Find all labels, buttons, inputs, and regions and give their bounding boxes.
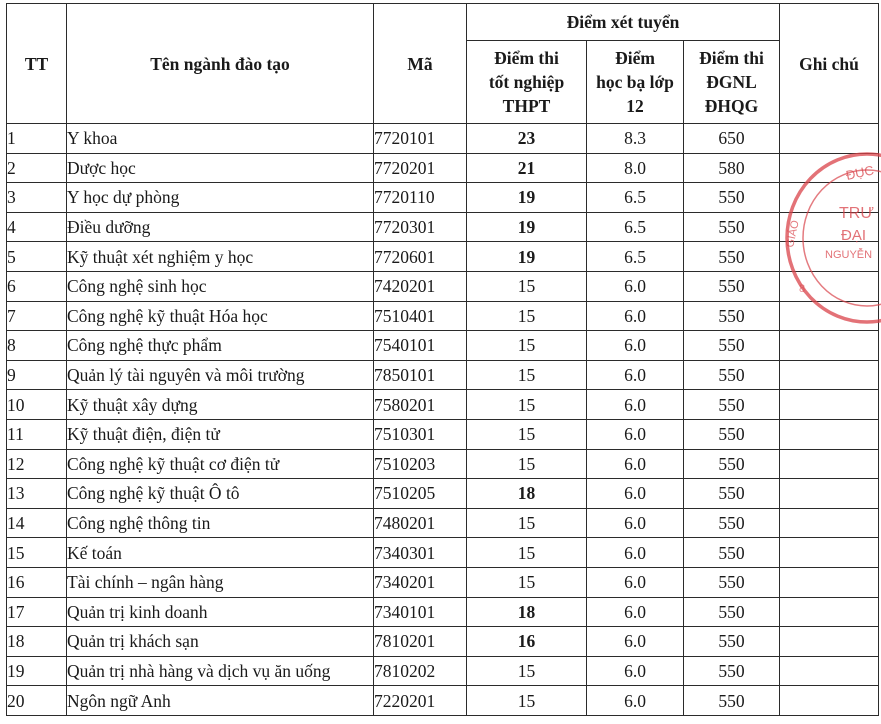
cell-program-name: Tài chính – ngân hàng — [67, 567, 374, 597]
cell-thpt-score: 15 — [467, 449, 587, 479]
cell-code: 7810202 — [374, 656, 467, 686]
cell-tt: 1 — [7, 124, 67, 154]
col-header-note: Ghi chú — [780, 4, 879, 124]
cell-program-name: Dược học — [67, 153, 374, 183]
svg-text:ĐỤC: ĐỤC — [844, 162, 876, 183]
cell-thpt-score: 15 — [467, 508, 587, 538]
cell-code: 7720110 — [374, 183, 467, 213]
cell-tt: 11 — [7, 419, 67, 449]
cell-code: 7220201 — [374, 686, 467, 716]
cell-dgnl-score: 550 — [684, 331, 780, 361]
cell-program-name: Công nghệ kỹ thuật cơ điện tử — [67, 449, 374, 479]
cell-dgnl-score: 550 — [684, 479, 780, 509]
cell-code: 7340101 — [374, 597, 467, 627]
cell-code: 7340201 — [374, 567, 467, 597]
cell-tt: 9 — [7, 360, 67, 390]
table-row — [7, 449, 879, 479]
cell-note — [780, 301, 879, 331]
cell-note — [780, 419, 879, 449]
cell-code: 7510205 — [374, 479, 467, 509]
cell-code: 7510301 — [374, 419, 467, 449]
cell-thpt-score: 19 — [467, 242, 587, 272]
col-header-thpt-line1: Điểm thi — [494, 48, 559, 68]
cell-tt: 6 — [7, 271, 67, 301]
cell-note — [780, 360, 879, 390]
cell-hocba-score: 6.0 — [587, 390, 684, 420]
cell-tt: 5 — [7, 242, 67, 272]
cell-tt: 18 — [7, 627, 67, 657]
cell-thpt-score: 18 — [467, 479, 587, 509]
col-header-tt: TT — [7, 4, 67, 124]
cell-dgnl-score: 550 — [684, 686, 780, 716]
cell-tt: 19 — [7, 656, 67, 686]
col-header-dgnl-line3: ĐHQG — [704, 96, 759, 116]
cell-dgnl-score: 550 — [684, 538, 780, 568]
cell-dgnl-score: 550 — [684, 390, 780, 420]
col-header-thpt — [467, 41, 587, 124]
table-row — [7, 301, 879, 331]
cell-note — [780, 567, 879, 597]
cell-note — [780, 390, 879, 420]
cell-program-name: Công nghệ thực phẩm — [67, 331, 374, 361]
col-header-hocba — [587, 41, 684, 124]
cell-hocba-score: 6.0 — [587, 419, 684, 449]
cell-tt: 20 — [7, 686, 67, 716]
cell-code: 7720201 — [374, 153, 467, 183]
cell-thpt-score: 16 — [467, 627, 587, 657]
cell-program-name: Ngôn ngữ Anh — [67, 686, 374, 716]
cell-thpt-score: 18 — [467, 597, 587, 627]
svg-text:TRƯ: TRƯ — [839, 205, 874, 222]
cell-tt: 7 — [7, 301, 67, 331]
table-row — [7, 183, 879, 213]
cell-dgnl-score: 550 — [684, 656, 780, 686]
cell-note — [780, 597, 879, 627]
cell-note — [780, 449, 879, 479]
cell-thpt-score: 15 — [467, 271, 587, 301]
svg-text:GIÁO: GIÁO — [784, 219, 802, 249]
cell-hocba-score: 6.0 — [587, 479, 684, 509]
cell-hocba-score: 8.3 — [587, 124, 684, 154]
table-row — [7, 627, 879, 657]
cell-note — [780, 538, 879, 568]
table-row — [7, 271, 879, 301]
cell-hocba-score: 6.0 — [587, 508, 684, 538]
cell-dgnl-score: 550 — [684, 212, 780, 242]
cell-thpt-score: 15 — [467, 656, 587, 686]
cell-dgnl-score: 550 — [684, 627, 780, 657]
cell-hocba-score: 6.0 — [587, 331, 684, 361]
cell-hocba-score: 6.5 — [587, 183, 684, 213]
cell-tt: 15 — [7, 538, 67, 568]
cell-hocba-score: 8.0 — [587, 153, 684, 183]
cell-program-name: Điều dưỡng — [67, 212, 374, 242]
admission-score-table — [6, 3, 879, 716]
cell-program-name: Quản trị kinh doanh — [67, 597, 374, 627]
cell-code: 7810201 — [374, 627, 467, 657]
cell-tt: 14 — [7, 508, 67, 538]
cell-dgnl-score: 550 — [684, 271, 780, 301]
table-row — [7, 567, 879, 597]
col-header-dgnl — [684, 41, 780, 124]
cell-note — [780, 153, 879, 183]
cell-thpt-score: 15 — [467, 301, 587, 331]
cell-tt: 17 — [7, 597, 67, 627]
table-row — [7, 331, 879, 361]
cell-note — [780, 183, 879, 213]
table-row — [7, 656, 879, 686]
cell-thpt-score: 19 — [467, 212, 587, 242]
cell-program-name: Công nghệ kỹ thuật Ô tô — [67, 479, 374, 509]
cell-program-name: Kỹ thuật điện, điện tử — [67, 419, 374, 449]
cell-code: 7510401 — [374, 301, 467, 331]
cell-program-name: Công nghệ sinh học — [67, 271, 374, 301]
col-header-hocba-line3: 12 — [626, 96, 644, 116]
cell-program-name: Kế toán — [67, 538, 374, 568]
cell-hocba-score: 6.5 — [587, 242, 684, 272]
svg-text:NGUYỄN: NGUYỄN — [825, 249, 873, 261]
cell-program-name: Công nghệ kỹ thuật Hóa học — [67, 301, 374, 331]
cell-code: 7540101 — [374, 331, 467, 361]
cell-program-name: Y học dự phòng — [67, 183, 374, 213]
cell-dgnl-score: 550 — [684, 301, 780, 331]
cell-thpt-score: 15 — [467, 390, 587, 420]
cell-tt: 10 — [7, 390, 67, 420]
cell-dgnl-score: 550 — [684, 360, 780, 390]
cell-thpt-score: 15 — [467, 331, 587, 361]
cell-thpt-score: 15 — [467, 567, 587, 597]
col-header-thpt-line3: THPT — [502, 96, 551, 116]
svg-text:8: 8 — [799, 283, 806, 295]
table-row — [7, 597, 879, 627]
cell-thpt-score: 19 — [467, 183, 587, 213]
cell-tt: 2 — [7, 153, 67, 183]
cell-dgnl-score: 580 — [684, 153, 780, 183]
cell-note — [780, 627, 879, 657]
cell-tt: 12 — [7, 449, 67, 479]
cell-thpt-score: 15 — [467, 360, 587, 390]
cell-program-name: Công nghệ thông tin — [67, 508, 374, 538]
cell-hocba-score: 6.5 — [587, 212, 684, 242]
cell-program-name: Y khoa — [67, 124, 374, 154]
table-row — [7, 390, 879, 420]
col-header-dgnl-line2: ĐGNL — [706, 72, 757, 92]
cell-code: 7720101 — [374, 124, 467, 154]
cell-thpt-score: 21 — [467, 153, 587, 183]
col-header-dgnl-line1: Điểm thi — [699, 48, 764, 68]
cell-dgnl-score: 650 — [684, 124, 780, 154]
cell-note — [780, 124, 879, 154]
cell-hocba-score: 6.0 — [587, 271, 684, 301]
cell-tt: 16 — [7, 567, 67, 597]
cell-note — [780, 331, 879, 361]
table-row — [7, 479, 879, 509]
col-header-hocba-line1: Điểm — [615, 48, 655, 68]
col-header-program: Tên ngành đào tạo — [67, 4, 374, 124]
cell-program-name: Kỹ thuật xây dựng — [67, 390, 374, 420]
col-header-thpt-line2: tốt nghiệp — [488, 72, 565, 92]
cell-note — [780, 508, 879, 538]
cell-thpt-score: 15 — [467, 419, 587, 449]
table-row — [7, 153, 879, 183]
table-row — [7, 360, 879, 390]
svg-text:ĐẠI: ĐẠI — [841, 227, 867, 244]
cell-hocba-score: 6.0 — [587, 597, 684, 627]
cell-hocba-score: 6.0 — [587, 449, 684, 479]
cell-dgnl-score: 550 — [684, 508, 780, 538]
cell-code: 7720301 — [374, 212, 467, 242]
cell-code: 7720601 — [374, 242, 467, 272]
cell-code: 7850101 — [374, 360, 467, 390]
cell-hocba-score: 6.0 — [587, 301, 684, 331]
cell-note — [780, 656, 879, 686]
table-row — [7, 242, 879, 272]
cell-program-name: Kỹ thuật xét nghiệm y học — [67, 242, 374, 272]
cell-hocba-score: 6.0 — [587, 360, 684, 390]
col-header-hocba-line2: học bạ lớp — [596, 72, 674, 92]
cell-thpt-score: 23 — [467, 124, 587, 154]
cell-tt: 8 — [7, 331, 67, 361]
cell-code: 7510203 — [374, 449, 467, 479]
cell-tt: 3 — [7, 183, 67, 213]
cell-tt: 4 — [7, 212, 67, 242]
table-row — [7, 538, 879, 568]
cell-dgnl-score: 550 — [684, 567, 780, 597]
cell-note — [780, 271, 879, 301]
col-header-score-group: Điểm xét tuyển — [467, 4, 780, 41]
cell-code: 7480201 — [374, 508, 467, 538]
cell-thpt-score: 15 — [467, 686, 587, 716]
cell-hocba-score: 6.0 — [587, 567, 684, 597]
table-body — [7, 124, 879, 716]
cell-hocba-score: 6.0 — [587, 656, 684, 686]
cell-note — [780, 479, 879, 509]
cell-program-name: Quản trị nhà hàng và dịch vụ ăn uống — [67, 656, 374, 686]
cell-hocba-score: 6.0 — [587, 538, 684, 568]
cell-dgnl-score: 550 — [684, 242, 780, 272]
cell-code: 7420201 — [374, 271, 467, 301]
col-header-code: Mã — [374, 4, 467, 124]
cell-tt: 13 — [7, 479, 67, 509]
table-row — [7, 686, 879, 716]
cell-thpt-score: 15 — [467, 538, 587, 568]
table-row — [7, 419, 879, 449]
cell-program-name: Quản trị khách sạn — [67, 627, 374, 657]
cell-note — [780, 212, 879, 242]
cell-dgnl-score: 550 — [684, 449, 780, 479]
cell-dgnl-score: 550 — [684, 597, 780, 627]
table-row — [7, 508, 879, 538]
cell-code: 7340301 — [374, 538, 467, 568]
cell-dgnl-score: 550 — [684, 419, 780, 449]
cell-dgnl-score: 550 — [684, 183, 780, 213]
cell-note — [780, 242, 879, 272]
table-row — [7, 212, 879, 242]
cell-note — [780, 686, 879, 716]
cell-hocba-score: 6.0 — [587, 686, 684, 716]
table-row — [7, 124, 879, 154]
cell-program-name: Quản lý tài nguyên và môi trường — [67, 360, 374, 390]
cell-code: 7580201 — [374, 390, 467, 420]
cell-hocba-score: 6.0 — [587, 627, 684, 657]
